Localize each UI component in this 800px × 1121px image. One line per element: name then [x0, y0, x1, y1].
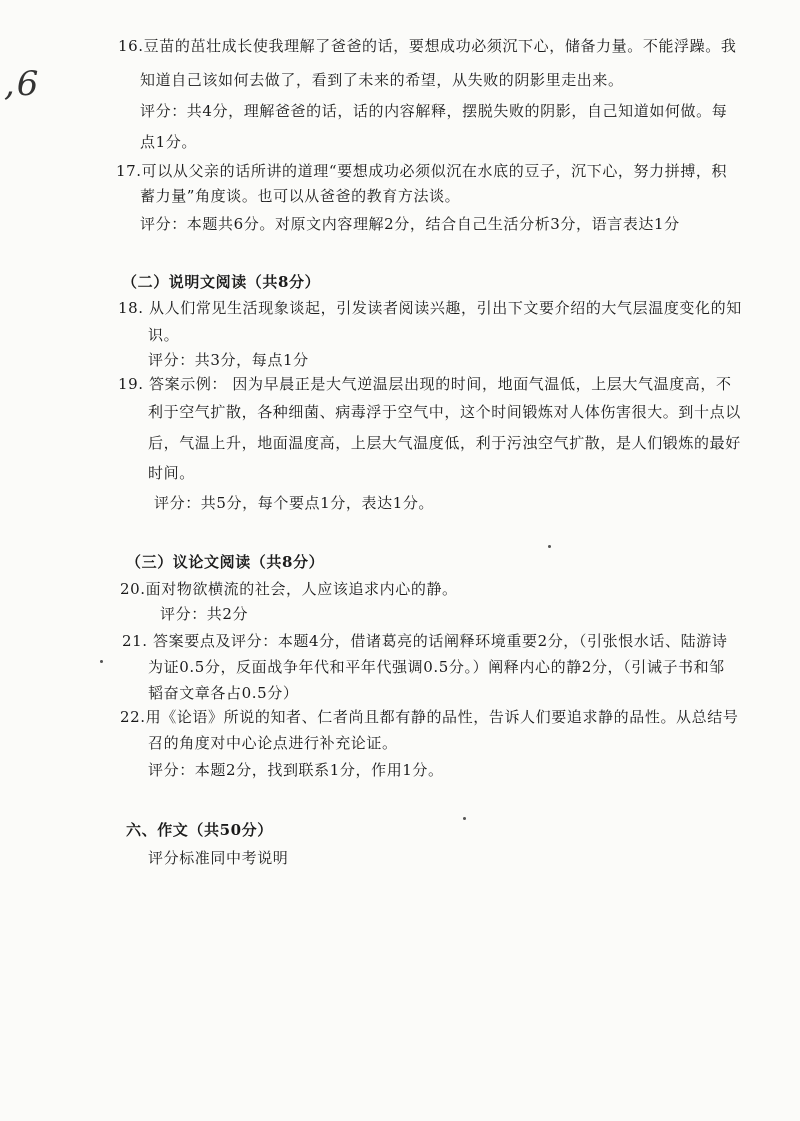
q20-score: 评分：共2分: [160, 605, 249, 623]
q19-score: 评分：共5分，每个要点1分，表达1分。: [154, 494, 435, 512]
q21-answer-line-1: 21. 答案要点及评分：本题4分，借诸葛亮的话阐释环境重要2分，（引张恨水话、陆游诗: [122, 632, 728, 650]
q16-answer-line-2: 知道自己该如何去做了，看到了未来的希望，从失败的阴影里走出来。: [140, 71, 624, 89]
q17-answer-line-2: 蓄力量”角度谈。也可以从爸爸的教育方法谈。: [140, 187, 461, 205]
handwritten-margin-mark: ,6: [4, 64, 41, 104]
q21-answer-line-3: 韬奋文章各占0.5分）: [148, 684, 299, 702]
q22-score: 评分：本题2分，找到联系1分，作用1分。: [148, 761, 444, 779]
section-2-title: （二）说明文阅读（共8分）: [122, 273, 321, 291]
q18-score: 评分：共3分，每点1分: [148, 351, 309, 369]
q19-answer-line-3: 后，气温上升，地面温度高，上层大气温度低，利于污浊空气扩散，是人们锻炼的最好: [148, 434, 741, 452]
q16-score-line-2: 点1分。: [140, 133, 197, 151]
q19-answer-line-1: 19. 答案示例： 因为早晨正是大气逆温层出现的时间，地面气温低，上层大气温度高，不: [118, 375, 732, 393]
section-6-note: 评分标准同中考说明: [148, 849, 289, 867]
q22-answer-line-2: 召的角度对中心论点进行补充论证。: [148, 734, 398, 752]
scan-speck: [548, 545, 551, 548]
q19-answer-line-4: 时间。: [148, 464, 195, 482]
q19-answer-line-2: 利于空气扩散，各种细菌、病毒浮于空气中，这个时间锻炼对人体伤害很大。到十点以: [148, 403, 741, 421]
q18-answer-line-1: 18. 从人们常见生活现象谈起，引发读者阅读兴趣，引出下文要介绍的大气层温度变化的知: [118, 299, 742, 317]
q16-score-line-1: 评分：共4分，理解爸爸的话，话的内容解释，摆脱失败的阴影，自己知道如何做。每: [140, 102, 728, 120]
q22-answer-line-1: 22.用《论语》所说的知者、仁者尚且都有静的品性，告诉人们要追求静的品性。从总结号: [120, 708, 739, 726]
q17-score: 评分：本题共6分。对原文内容理解2分，结合自己生活分析3分，语言表达1分: [140, 215, 680, 233]
q20-answer-line-1: 20.面对物欲横流的社会，人应该追求内心的静。: [120, 580, 458, 598]
q18-answer-line-2: 识。: [148, 326, 180, 344]
q21-answer-line-2: 为证0.5分，反面战争年代和平年代强调0.5分。）阐释内心的静2分，（引诫子书和邹: [148, 658, 725, 676]
q16-answer-line-1: 16.豆苗的茁壮成长使我理解了爸爸的话，要想成功必须沉下心，储备力量。不能浮躁。我: [118, 37, 737, 55]
scan-speck: [463, 817, 466, 820]
q17-answer-line-1: 17.可以从父亲的话所讲的道理“要想成功必须似沉在水底的豆子，沉下心，努力拼搏，积: [116, 162, 728, 180]
scan-speck: [100, 660, 103, 663]
section-3-title: （三）议论文阅读（共8分）: [126, 553, 325, 571]
section-6-title: 六、作文（共50分）: [126, 821, 273, 839]
